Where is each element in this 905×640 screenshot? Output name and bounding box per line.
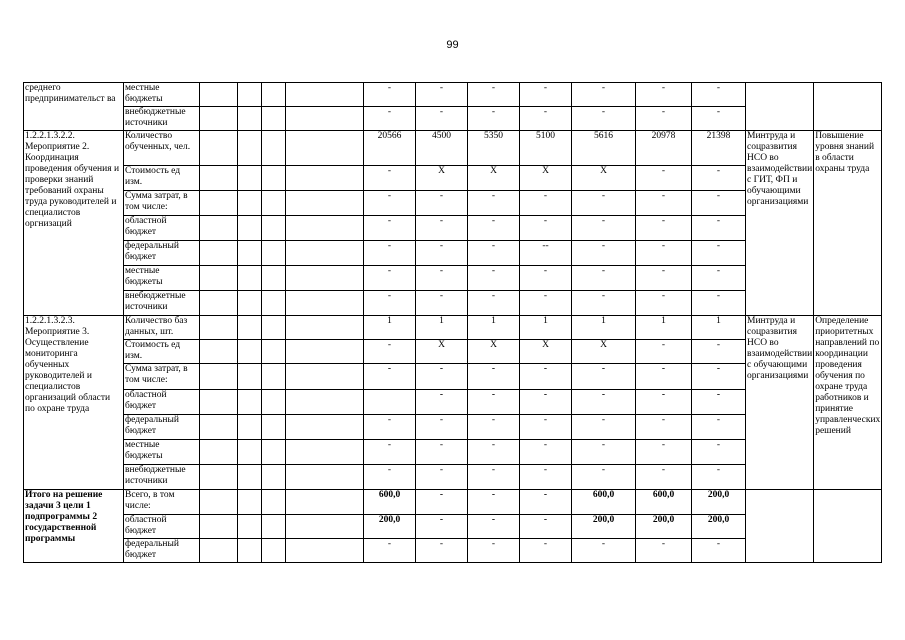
indicator-cell: областной бюджет bbox=[124, 216, 200, 241]
value-cell: - bbox=[692, 291, 746, 316]
value-cell: - bbox=[416, 490, 468, 515]
indicator-cell: федеральный бюджет bbox=[124, 241, 200, 266]
value-cell bbox=[364, 390, 416, 415]
value-cell: - bbox=[468, 539, 520, 563]
value-cell: 1 bbox=[520, 316, 572, 340]
value-cell: - bbox=[520, 291, 572, 316]
empty-cell bbox=[286, 415, 364, 440]
value-cell: - bbox=[636, 266, 692, 291]
value-cell: - bbox=[692, 216, 746, 241]
empty-cell bbox=[262, 415, 286, 440]
empty-cell bbox=[262, 107, 286, 131]
value-cell: - bbox=[572, 291, 636, 316]
value-cell: - bbox=[416, 216, 468, 241]
value-cell: - bbox=[572, 465, 636, 490]
value-cell: 5350 bbox=[468, 131, 520, 166]
indicator-cell: Количество обученных, чел. bbox=[124, 131, 200, 166]
empty-cell bbox=[286, 216, 364, 241]
row-label: 1.2.2.1.3.2.2. Мероприятие 2. Координация проведения обучения и проверки знаний требований охраны труда руководителей и специалистов оргнизаций bbox=[24, 131, 124, 316]
value-cell: - bbox=[692, 191, 746, 216]
indicator-cell: областной бюджет bbox=[124, 390, 200, 415]
value-cell: - bbox=[636, 539, 692, 563]
empty-cell bbox=[286, 107, 364, 131]
empty-cell bbox=[286, 166, 364, 191]
empty-cell bbox=[262, 83, 286, 107]
value-cell: - bbox=[520, 440, 572, 465]
empty-cell bbox=[286, 291, 364, 316]
empty-cell bbox=[238, 390, 262, 415]
value-cell: - bbox=[364, 440, 416, 465]
empty-cell bbox=[238, 490, 262, 515]
empty-cell bbox=[262, 291, 286, 316]
value-cell: X bbox=[572, 340, 636, 364]
value-cell: - bbox=[364, 415, 416, 440]
empty-cell bbox=[262, 490, 286, 515]
value-cell: 20566 bbox=[364, 131, 416, 166]
empty-cell bbox=[200, 191, 238, 216]
empty-cell bbox=[200, 390, 238, 415]
empty-cell bbox=[200, 415, 238, 440]
value-cell: - bbox=[416, 191, 468, 216]
indicator-cell: Стоимость ед изм. bbox=[124, 340, 200, 364]
empty-cell bbox=[200, 340, 238, 364]
value-cell: 4500 bbox=[416, 131, 468, 166]
value-cell: X bbox=[416, 340, 468, 364]
table-row bbox=[24, 131, 882, 166]
empty-cell bbox=[200, 440, 238, 465]
value-cell: - bbox=[520, 415, 572, 440]
empty-cell bbox=[262, 241, 286, 266]
value-cell: - bbox=[692, 166, 746, 191]
value-cell: - bbox=[416, 291, 468, 316]
value-cell: - bbox=[692, 340, 746, 364]
value-cell: - bbox=[636, 83, 692, 107]
value-cell: X bbox=[572, 166, 636, 191]
empty-cell bbox=[200, 364, 238, 390]
result-cell bbox=[814, 490, 882, 563]
empty-cell bbox=[238, 266, 262, 291]
value-cell: - bbox=[468, 390, 520, 415]
value-cell: - bbox=[364, 539, 416, 563]
value-cell: - bbox=[468, 515, 520, 539]
value-cell: - bbox=[468, 364, 520, 390]
value-cell: 1 bbox=[692, 316, 746, 340]
value-cell: 1 bbox=[364, 316, 416, 340]
value-cell: - bbox=[468, 490, 520, 515]
value-cell: - bbox=[468, 107, 520, 131]
value-cell: - bbox=[468, 291, 520, 316]
result-cell: Определение приоритетных направлений по координации проведения обучения по охране труда работников и принятие управленческих решений bbox=[814, 316, 882, 490]
value-cell: - bbox=[572, 83, 636, 107]
value-cell: - bbox=[572, 107, 636, 131]
value-cell: - bbox=[468, 465, 520, 490]
value-cell: - bbox=[416, 390, 468, 415]
empty-cell bbox=[286, 316, 364, 340]
value-cell: - bbox=[520, 107, 572, 131]
value-cell: - bbox=[468, 216, 520, 241]
value-cell: 5616 bbox=[572, 131, 636, 166]
empty-cell bbox=[200, 465, 238, 490]
empty-cell bbox=[262, 316, 286, 340]
value-cell: - bbox=[636, 465, 692, 490]
executor-cell bbox=[746, 490, 814, 563]
empty-cell bbox=[262, 465, 286, 490]
value-cell: - bbox=[520, 266, 572, 291]
empty-cell bbox=[262, 539, 286, 563]
value-cell: - bbox=[520, 364, 572, 390]
empty-cell bbox=[286, 515, 364, 539]
empty-cell bbox=[238, 415, 262, 440]
value-cell: 1 bbox=[416, 316, 468, 340]
value-cell: - bbox=[692, 241, 746, 266]
value-cell: 21398 bbox=[692, 131, 746, 166]
value-cell: - bbox=[636, 191, 692, 216]
value-cell: - bbox=[468, 440, 520, 465]
empty-cell bbox=[286, 440, 364, 465]
value-cell: - bbox=[572, 241, 636, 266]
indicator-cell: Всего, в том числе: bbox=[124, 490, 200, 515]
empty-cell bbox=[262, 364, 286, 390]
value-cell: - bbox=[572, 266, 636, 291]
value-cell: - bbox=[636, 440, 692, 465]
value-cell: - bbox=[520, 490, 572, 515]
value-cell: - bbox=[416, 266, 468, 291]
empty-cell bbox=[200, 539, 238, 563]
empty-cell bbox=[200, 490, 238, 515]
empty-cell bbox=[200, 266, 238, 291]
value-cell: - bbox=[364, 364, 416, 390]
executor-cell: Минтруда и соцразвития НСО во взаимодействии с ГИТ, ФП и обучающими организациями bbox=[746, 131, 814, 316]
empty-cell bbox=[262, 266, 286, 291]
value-cell: - bbox=[416, 539, 468, 563]
empty-cell bbox=[286, 390, 364, 415]
value-cell: - bbox=[572, 539, 636, 563]
indicator-cell: федеральный бюджет bbox=[124, 415, 200, 440]
empty-cell bbox=[238, 216, 262, 241]
indicator-cell: федеральный бюджет bbox=[124, 539, 200, 563]
value-cell: - bbox=[364, 191, 416, 216]
empty-cell bbox=[238, 241, 262, 266]
value-cell: - bbox=[416, 440, 468, 465]
value-cell: - bbox=[636, 291, 692, 316]
executor-cell: Минтруда и соцразвития НСО во взаимодействии с обучающими организациями bbox=[746, 316, 814, 490]
indicator-cell: внебюджетные источники bbox=[124, 291, 200, 316]
value-cell: - bbox=[572, 440, 636, 465]
empty-cell bbox=[238, 440, 262, 465]
empty-cell bbox=[238, 316, 262, 340]
indicator-cell: внебюджетные источники bbox=[124, 465, 200, 490]
value-cell: X bbox=[520, 340, 572, 364]
value-cell: 600,0 bbox=[636, 490, 692, 515]
value-cell: - bbox=[572, 191, 636, 216]
value-cell: - bbox=[468, 191, 520, 216]
indicator-cell: областной бюджет bbox=[124, 515, 200, 539]
empty-cell bbox=[200, 166, 238, 191]
empty-cell bbox=[238, 191, 262, 216]
empty-cell bbox=[200, 241, 238, 266]
result-cell: Повышение уровня знаний в области охраны труда bbox=[814, 131, 882, 316]
value-cell: - bbox=[520, 539, 572, 563]
empty-cell bbox=[286, 490, 364, 515]
row-label: среднего предпринимательст ва bbox=[24, 83, 124, 131]
value-cell: - bbox=[692, 440, 746, 465]
empty-cell bbox=[262, 216, 286, 241]
value-cell: - bbox=[468, 241, 520, 266]
empty-cell bbox=[262, 166, 286, 191]
empty-cell bbox=[286, 340, 364, 364]
empty-cell bbox=[200, 131, 238, 166]
value-cell: - bbox=[572, 390, 636, 415]
value-cell: - bbox=[520, 390, 572, 415]
empty-cell bbox=[286, 131, 364, 166]
indicator-cell: Сумма затрат, в том числе: bbox=[124, 364, 200, 390]
value-cell: - bbox=[692, 364, 746, 390]
value-cell: - bbox=[636, 216, 692, 241]
value-cell: - bbox=[692, 465, 746, 490]
value-cell: - bbox=[692, 539, 746, 563]
empty-cell bbox=[238, 166, 262, 191]
indicator-cell: внебюджетные источники bbox=[124, 107, 200, 131]
value-cell: - bbox=[572, 415, 636, 440]
value-cell: - bbox=[416, 465, 468, 490]
value-cell: - bbox=[636, 390, 692, 415]
value-cell: - bbox=[636, 107, 692, 131]
executor-cell bbox=[746, 83, 814, 131]
value-cell: - bbox=[364, 266, 416, 291]
empty-cell bbox=[286, 364, 364, 390]
empty-cell bbox=[200, 316, 238, 340]
table-row bbox=[24, 316, 882, 340]
row-label: Итого на решение задачи 3 цели 1 подпрограммы 2 государственной программы bbox=[24, 490, 124, 563]
value-cell: - bbox=[572, 364, 636, 390]
empty-cell bbox=[200, 83, 238, 107]
value-cell: - bbox=[364, 340, 416, 364]
value-cell: 200,0 bbox=[636, 515, 692, 539]
value-cell: - bbox=[416, 515, 468, 539]
value-cell: - bbox=[416, 415, 468, 440]
empty-cell bbox=[262, 340, 286, 364]
empty-cell bbox=[200, 216, 238, 241]
value-cell: 600,0 bbox=[572, 490, 636, 515]
value-cell: - bbox=[520, 465, 572, 490]
empty-cell bbox=[238, 364, 262, 390]
value-cell: - bbox=[692, 415, 746, 440]
value-cell: - bbox=[636, 340, 692, 364]
value-cell: - bbox=[692, 266, 746, 291]
value-cell: 600,0 bbox=[364, 490, 416, 515]
empty-cell bbox=[238, 83, 262, 107]
value-cell: - bbox=[468, 266, 520, 291]
empty-cell bbox=[286, 465, 364, 490]
empty-cell bbox=[262, 515, 286, 539]
indicator-cell: Сумма затрат, в том числе: bbox=[124, 191, 200, 216]
value-cell: 200,0 bbox=[572, 515, 636, 539]
value-cell: - bbox=[520, 216, 572, 241]
result-cell bbox=[814, 83, 882, 131]
empty-cell bbox=[286, 241, 364, 266]
value-cell: - bbox=[520, 191, 572, 216]
page-number: 99 bbox=[446, 39, 459, 51]
value-cell: 1 bbox=[572, 316, 636, 340]
indicator-cell: местные бюджеты bbox=[124, 266, 200, 291]
value-cell: - bbox=[364, 166, 416, 191]
budget-table bbox=[23, 82, 882, 563]
value-cell: - bbox=[416, 83, 468, 107]
empty-cell bbox=[262, 440, 286, 465]
empty-cell bbox=[200, 515, 238, 539]
value-cell: - bbox=[520, 83, 572, 107]
value-cell: 20978 bbox=[636, 131, 692, 166]
value-cell: - bbox=[364, 107, 416, 131]
value-cell: - bbox=[692, 107, 746, 131]
value-cell: - bbox=[364, 291, 416, 316]
row-label: 1.2.2.1.3.2.3. Мероприятие 3. Осуществление мониторинга обученных руководителей и специалистов организаций области по охране труда bbox=[24, 316, 124, 490]
value-cell: - bbox=[636, 364, 692, 390]
value-cell: - bbox=[364, 241, 416, 266]
empty-cell bbox=[286, 191, 364, 216]
value-cell: 1 bbox=[468, 316, 520, 340]
empty-cell bbox=[262, 390, 286, 415]
value-cell: 200,0 bbox=[364, 515, 416, 539]
empty-cell bbox=[286, 539, 364, 563]
empty-cell bbox=[238, 291, 262, 316]
value-cell: 1 bbox=[636, 316, 692, 340]
value-cell: - bbox=[692, 83, 746, 107]
value-cell: X bbox=[468, 166, 520, 191]
empty-cell bbox=[262, 131, 286, 166]
empty-cell bbox=[238, 340, 262, 364]
empty-cell bbox=[238, 131, 262, 166]
value-cell: - bbox=[520, 515, 572, 539]
value-cell: - bbox=[636, 241, 692, 266]
empty-cell bbox=[262, 191, 286, 216]
indicator-cell: местные бюджеты bbox=[124, 83, 200, 107]
empty-cell bbox=[200, 107, 238, 131]
table-row bbox=[24, 490, 882, 515]
value-cell: 200,0 bbox=[692, 490, 746, 515]
value-cell: - bbox=[416, 241, 468, 266]
empty-cell bbox=[286, 83, 364, 107]
value-cell: - bbox=[364, 465, 416, 490]
value-cell: - bbox=[572, 216, 636, 241]
value-cell: X bbox=[468, 340, 520, 364]
empty-cell bbox=[238, 465, 262, 490]
value-cell: - bbox=[692, 390, 746, 415]
indicator-cell: Количество баз данных, шт. bbox=[124, 316, 200, 340]
value-cell: X bbox=[520, 166, 572, 191]
empty-cell bbox=[238, 539, 262, 563]
value-cell: X bbox=[416, 166, 468, 191]
table-row bbox=[24, 83, 882, 107]
value-cell: - bbox=[636, 415, 692, 440]
value-cell: 200,0 bbox=[692, 515, 746, 539]
value-cell: - bbox=[468, 415, 520, 440]
value-cell: - bbox=[416, 107, 468, 131]
empty-cell bbox=[200, 291, 238, 316]
empty-cell bbox=[238, 515, 262, 539]
empty-cell bbox=[238, 107, 262, 131]
value-cell: -- bbox=[520, 241, 572, 266]
value-cell: - bbox=[636, 166, 692, 191]
value-cell: - bbox=[364, 83, 416, 107]
indicator-cell: Стоимость ед изм. bbox=[124, 166, 200, 191]
value-cell: - bbox=[364, 216, 416, 241]
value-cell: 5100 bbox=[520, 131, 572, 166]
value-cell: - bbox=[468, 83, 520, 107]
empty-cell bbox=[286, 266, 364, 291]
indicator-cell: местные бюджеты bbox=[124, 440, 200, 465]
value-cell: - bbox=[416, 364, 468, 390]
